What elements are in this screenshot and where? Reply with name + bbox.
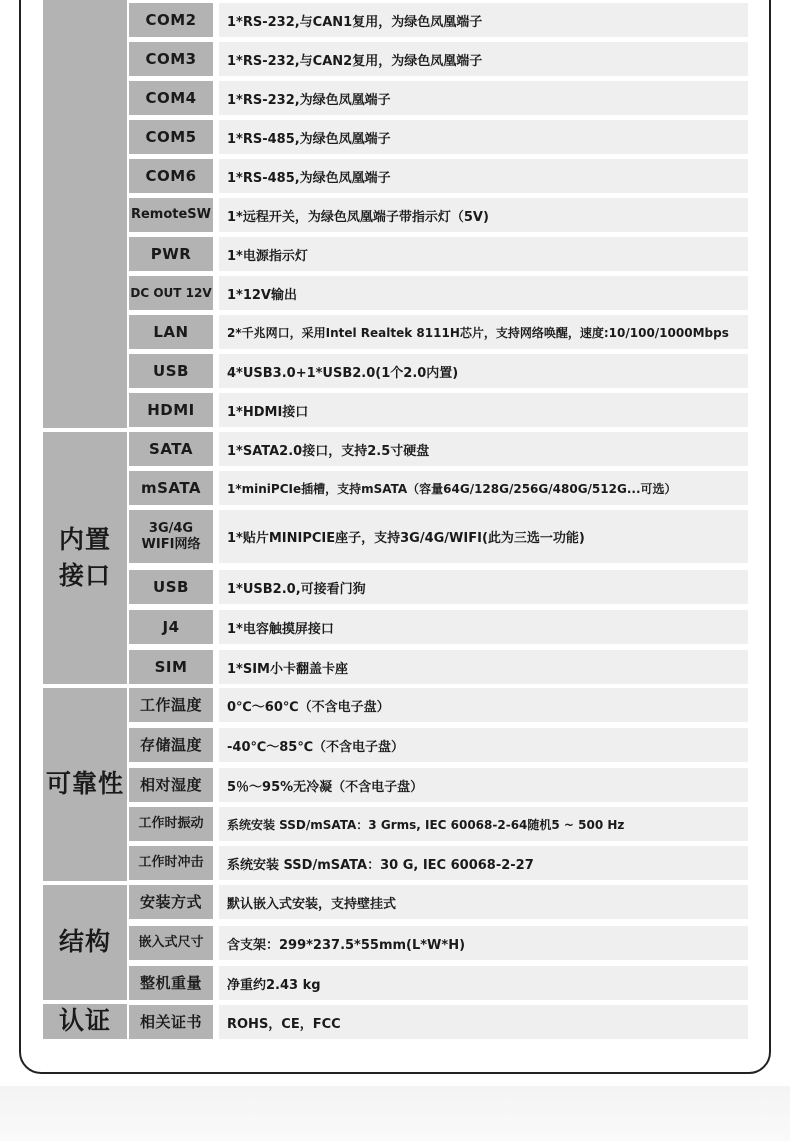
spec-key: COM3 — [129, 42, 213, 76]
spec-key: USB — [129, 354, 213, 388]
spec-value: 1*远程开关，为绿色凤凰端子带指示灯（5V) — [219, 198, 748, 232]
spec-value: 1*RS-232,与CAN2复用，为绿色凤凰端子 — [219, 42, 748, 76]
spec-value: 1*12V输出 — [219, 276, 748, 310]
spec-row-com5 — [129, 120, 748, 154]
spec-value: 1*电容触摸屏接口 — [219, 610, 748, 644]
spec-value: 1*RS-232,为绿色凤凰端子 — [219, 81, 748, 115]
spec-key: J4 — [129, 610, 213, 644]
group-reliability — [43, 688, 127, 881]
spec-value: 2*千兆网口，采用Intel Realtek 8111H芯片，支持网络唤醒，速度:10/100/1000Mbps — [219, 315, 748, 349]
spec-row-com6 — [129, 159, 748, 193]
spec-value: 含支架：299*237.5*55mm(L*W*H) — [219, 926, 748, 960]
spec-row-sata — [129, 432, 748, 466]
spec-value: 4*USB3.0+1*USB2.0(1个2.0内置) — [219, 354, 748, 388]
spec-value: 系统安装 SSD/mSATA：3 Grms, IEC 60068-2-64随机5 ~ 500 Hz — [219, 807, 748, 841]
spec-row-sim — [129, 650, 748, 684]
spec-value: 系统安装 SSD/mSATA：30 G, IEC 60068-2-27 — [219, 846, 748, 880]
spec-key: PWR — [129, 237, 213, 271]
spec-key: HDMI — [129, 393, 213, 427]
spec-key: SATA — [129, 432, 213, 466]
spec-row-usb — [129, 354, 748, 388]
spec-key: COM6 — [129, 159, 213, 193]
spec-row-wireless — [129, 510, 748, 563]
group-label: 内置 接口 — [58, 524, 111, 590]
group-structure — [43, 885, 127, 1000]
spec-row-com2 — [129, 3, 748, 37]
spec-key: SIM — [129, 650, 213, 684]
spec-key: RemoteSW — [129, 198, 213, 232]
spec-row-internal-usb — [129, 570, 748, 604]
spec-row-hdmi — [129, 393, 748, 427]
group-label: 结构 — [58, 927, 111, 957]
spec-row-certificates — [129, 1005, 748, 1039]
spec-row-operating-temp — [129, 688, 748, 722]
spec-key: 安装方式 — [129, 885, 213, 919]
spec-value: -40℃～85℃（不含电子盘） — [219, 728, 748, 762]
spec-value: 1*USB2.0,可接看门狗 — [219, 570, 748, 604]
spec-value: 1*RS-485,为绿色凤凰端子 — [219, 120, 748, 154]
spec-value: 1*贴片MINIPCIE座子，支持3G/4G/WIFI(此为三选一功能) — [219, 510, 748, 563]
spec-row-com3 — [129, 42, 748, 76]
spec-key: mSATA — [129, 471, 213, 505]
spec-value: 1*SIM小卡翻盖卡座 — [219, 650, 748, 684]
spec-key: 工作温度 — [129, 688, 213, 722]
spec-row-dimensions — [129, 926, 748, 960]
spec-value: 1*SATA2.0接口，支持2.5寸硬盘 — [219, 432, 748, 466]
spec-row-vibration — [129, 807, 748, 841]
spec-row-humidity — [129, 768, 748, 802]
spec-key: 相关证书 — [129, 1005, 213, 1039]
spec-key: 相对湿度 — [129, 768, 213, 802]
spec-row-j4 — [129, 610, 748, 644]
spec-value: 1*HDMI接口 — [219, 393, 748, 427]
spec-key: 工作时振动 — [129, 807, 213, 841]
group-label: 认证 — [58, 1006, 111, 1036]
spec-value: 0℃～60℃（不含电子盘） — [219, 688, 748, 722]
spec-row-weight — [129, 966, 748, 1000]
spec-value: 1*电源指示灯 — [219, 237, 748, 271]
spec-key: 3G/4G WIFI网络 — [129, 510, 213, 563]
group-external-interfaces — [43, 0, 127, 428]
spec-row-pwr — [129, 237, 748, 271]
spec-key: 嵌入式尺寸 — [129, 926, 213, 960]
spec-key: DC OUT 12V — [129, 276, 213, 310]
spec-value: 1*miniPCIe插槽，支持mSATA（容量64G/128G/256G/480G/512G...可选） — [219, 471, 748, 505]
spec-key: COM4 — [129, 81, 213, 115]
spec-row-storage-temp — [129, 728, 748, 762]
spec-key: 工作时冲击 — [129, 846, 213, 880]
spec-key: LAN — [129, 315, 213, 349]
spec-value: 净重约2.43 kg — [219, 966, 748, 1000]
spec-key: COM2 — [129, 3, 213, 37]
group-certification — [43, 1004, 127, 1039]
spec-key: COM5 — [129, 120, 213, 154]
spec-key: 存储温度 — [129, 728, 213, 762]
spec-row-lan — [129, 315, 748, 349]
spec-value: 5％～95%无冷凝（不含电子盘） — [219, 768, 748, 802]
spec-row-dc-out — [129, 276, 748, 310]
group-label: 可靠性 — [45, 769, 124, 799]
spec-value: 默认嵌入式安装，支持壁挂式 — [219, 885, 748, 919]
spec-value: 1*RS-485,为绿色凤凰端子 — [219, 159, 748, 193]
spec-row-remotesw — [129, 198, 748, 232]
spec-row-com4 — [129, 81, 748, 115]
group-internal-interfaces — [43, 432, 127, 684]
spec-key: USB — [129, 570, 213, 604]
spec-key: 整机重量 — [129, 966, 213, 1000]
page-footer-band — [0, 1086, 790, 1141]
spec-value: ROHS，CE，FCC — [219, 1005, 748, 1039]
spec-value: 1*RS-232,与CAN1复用，为绿色凤凰端子 — [219, 3, 748, 37]
spec-row-mounting — [129, 885, 748, 919]
spec-row-msata — [129, 471, 748, 505]
spec-row-shock — [129, 846, 748, 880]
